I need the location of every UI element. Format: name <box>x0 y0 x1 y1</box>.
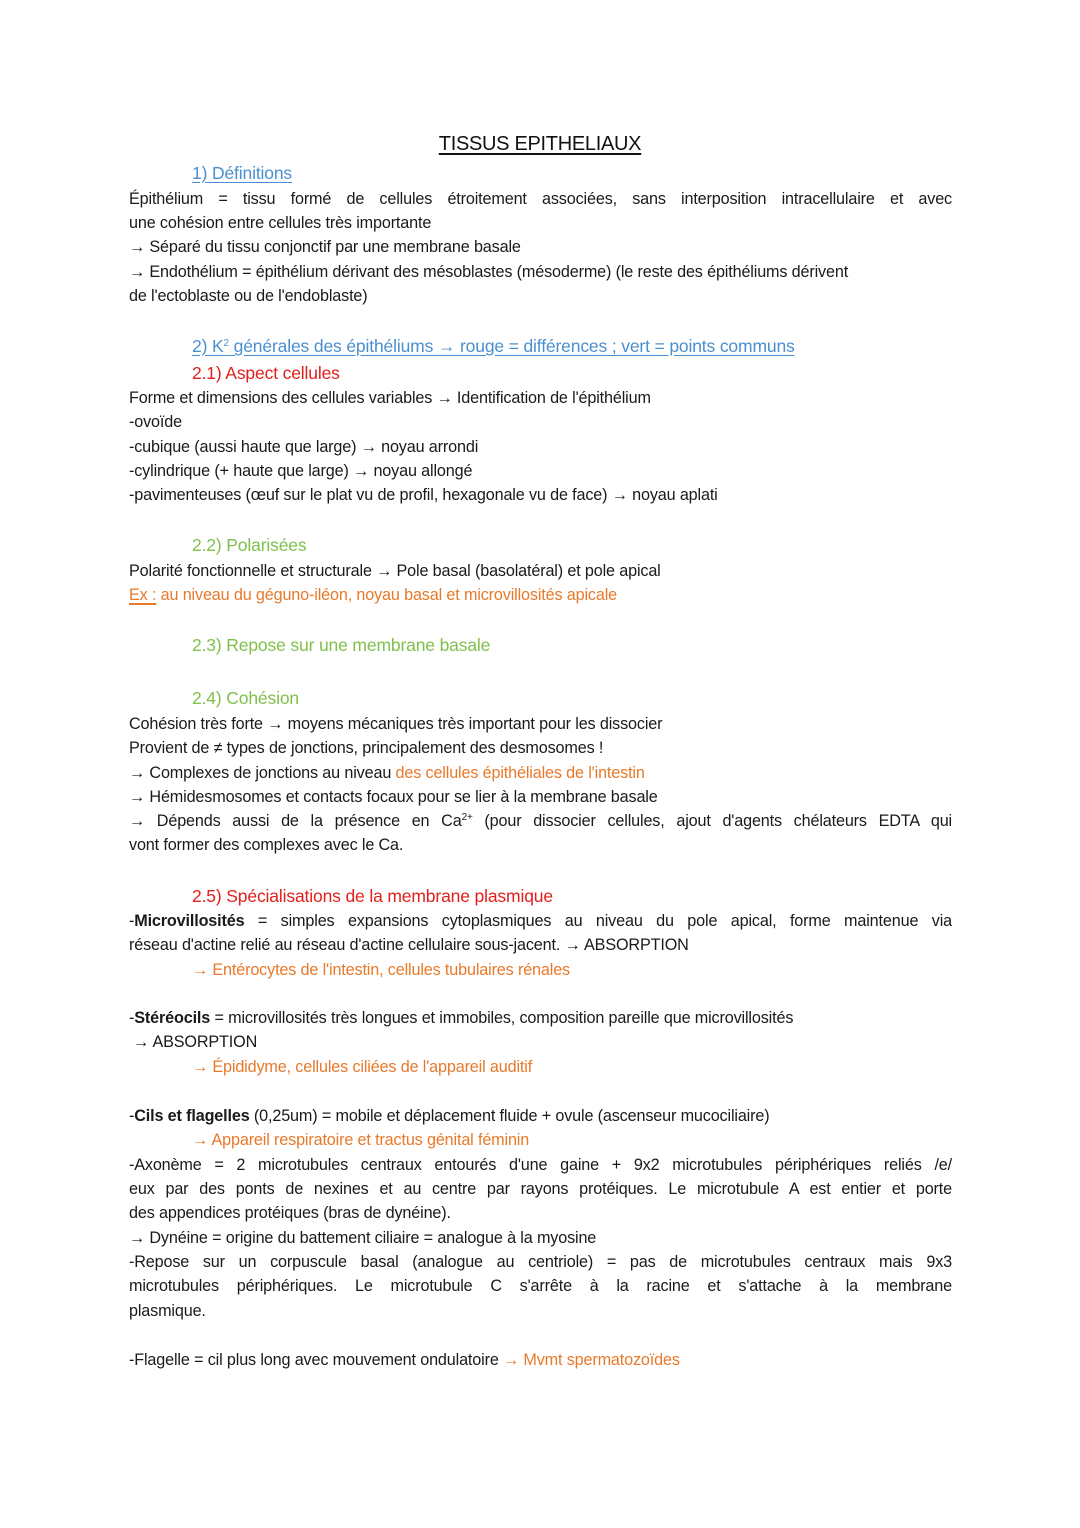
paragraph-line: plasmique. <box>129 1302 206 1320</box>
list-item: -pavimenteuses (œuf sur le plat vu de profil, hexagonale vu de face) → noyau aplati <box>129 486 718 504</box>
paragraph-line: eux par des ponts de nexines et au centre par rayons protéiques. Le microtubule A est entier et porte <box>129 1180 952 1198</box>
list-item: -ovoïde <box>129 413 182 431</box>
highlight-text: des cellules épithéliales de l'intestin <box>395 764 645 782</box>
bullet-text: Séparé du tissu conjonctif par une membrane basale <box>149 238 521 256</box>
subsection-heading-specialisations: 2.5) Spécialisations de la membrane plasmique <box>192 886 553 906</box>
paragraph-line: vont former des complexes avec le Ca. <box>129 836 404 854</box>
list-item: -cubique (aussi haute que large) → noyau arrondi <box>129 438 479 456</box>
dash: - <box>129 1009 135 1027</box>
subsection-heading-polarisees: 2.2) Polarisées <box>192 535 307 555</box>
paragraph-line: microtubules périphériques. Le microtubule C s'arrête à la racine et s'attache à la membrane <box>129 1277 952 1295</box>
definition-text: -Flagelle = cil plus long avec mouvement ondulatoire <box>129 1351 504 1369</box>
example-line <box>129 583 952 607</box>
paragraph-line: → ABSORPTION <box>133 1033 258 1051</box>
paragraph-line: réseau d'actine relié au réseau d'actine cellulaire sous-jacent. → ABSORPTION <box>129 936 689 954</box>
arrow-icon: → <box>129 238 146 256</box>
list-item: -cylindrique (+ haute que large) → noyau allongé <box>129 462 473 480</box>
document-title: TISSUS EPITHELIAUX <box>438 133 642 155</box>
paragraph-line: des appendices protéiques (bras de dynéine). <box>129 1204 451 1222</box>
paragraph-line: Polarité fonctionnelle et structurale → Pole basal (basolatéral) et pole apical <box>129 562 661 580</box>
definition-text: = simples expansions cytoplasmiques au niveau du pole apical, forme maintenue via <box>244 912 952 930</box>
paragraph-line: Épithélium = tissu formé de cellules étroitement associées, sans interposition intracellulaire et avec <box>129 190 952 208</box>
bullet-text: Endothélium = épithélium dérivant des mésoblastes (mésoderme) (le reste des épithéliums dérivent <box>149 263 849 281</box>
paragraph-line: Cohésion très forte → moyens mécaniques très important pour les dissocier <box>129 715 663 733</box>
example-line: → Épididyme, cellules ciliées de l'appareil auditif <box>192 1058 533 1076</box>
heading-text: 2) K <box>192 336 224 356</box>
bullet-line <box>129 235 952 259</box>
dash: - <box>129 912 135 930</box>
dash: - <box>129 1107 135 1125</box>
heading-text: générales des épithéliums → rouge = différences ; vert = points communs <box>228 336 795 356</box>
paragraph-line <box>129 1348 952 1372</box>
example-line: → Entérocytes de l'intestin, cellules tubulaires rénales <box>192 961 570 979</box>
superscript: 2 <box>223 338 229 349</box>
term: Stéréocils <box>134 1009 211 1027</box>
bullet-text: Hémidesmosomes et contacts focaux pour se lier à la membrane basale <box>149 788 658 806</box>
section-heading-general <box>192 334 1015 358</box>
paragraph-line: de l'ectoblaste ou de l'endoblaste) <box>129 287 368 305</box>
definition-text: = microvillosités très longues et immobiles, composition pareille que microvillosités <box>210 1009 794 1027</box>
paragraph-line: -Repose sur un corpuscule basal (analogue au centriole) = pas de microtubules centraux mais 9x3 <box>129 1253 952 1271</box>
example-label: Ex : <box>129 586 157 604</box>
superscript: 2+ <box>461 812 473 823</box>
arrow-icon: → <box>129 788 146 806</box>
bullet-text: Complexes de jonctions au niveau <box>149 764 396 782</box>
highlight-text: → Mvmt spermatozoïdes <box>503 1351 680 1369</box>
definition-text: (0,25um) = mobile et déplacement fluide + ovule (ascenseur mucociliaire) <box>249 1107 770 1125</box>
term: Cils et flagelles <box>134 1107 250 1125</box>
definition-line <box>129 1006 952 1030</box>
paragraph-line: Provient de ≠ types de jonctions, principalement des desmosomes ! <box>129 739 604 757</box>
paragraph-line: → Dynéine = origine du battement ciliaire = analogue à la myosine <box>129 1229 597 1247</box>
definition-line <box>129 1104 952 1128</box>
paragraph-line: -Axonème = 2 microtubules centraux entourés d'une gaine + 9x2 microtubules périphériques reliés /e/ <box>129 1156 952 1174</box>
bullet-line <box>129 260 952 284</box>
arrow-icon: → <box>129 263 146 281</box>
bullet-line <box>129 761 952 785</box>
subsection-heading-cohesion: 2.4) Cohésion <box>192 688 300 708</box>
paragraph-line: Forme et dimensions des cellules variables → Identification de l'épithélium <box>129 389 651 407</box>
section-heading-definitions: 1) Définitions <box>192 163 293 183</box>
term: Microvillosités <box>134 912 245 930</box>
arrow-icon: → <box>129 812 146 830</box>
subsection-heading-aspect: 2.1) Aspect cellules <box>192 363 340 383</box>
arrow-icon: → <box>129 764 146 782</box>
bullet-text: Dépends aussi de la présence en Ca <box>156 812 462 830</box>
example-text: au niveau du géguno-iléon, noyau basal et microvillosités apicale <box>156 586 618 604</box>
bullet-text: (pour dissocier cellules, ajout d'agents chélateurs EDTA qui <box>472 812 952 830</box>
definition-line <box>129 909 952 933</box>
example-line: → Appareil respiratoire et tractus génital féminin <box>192 1131 530 1149</box>
paragraph-line: une cohésion entre cellules très importante <box>129 214 432 232</box>
bullet-line <box>129 809 952 833</box>
subsection-heading-membrane: 2.3) Repose sur une membrane basale <box>192 635 491 655</box>
bullet-line <box>129 785 952 809</box>
